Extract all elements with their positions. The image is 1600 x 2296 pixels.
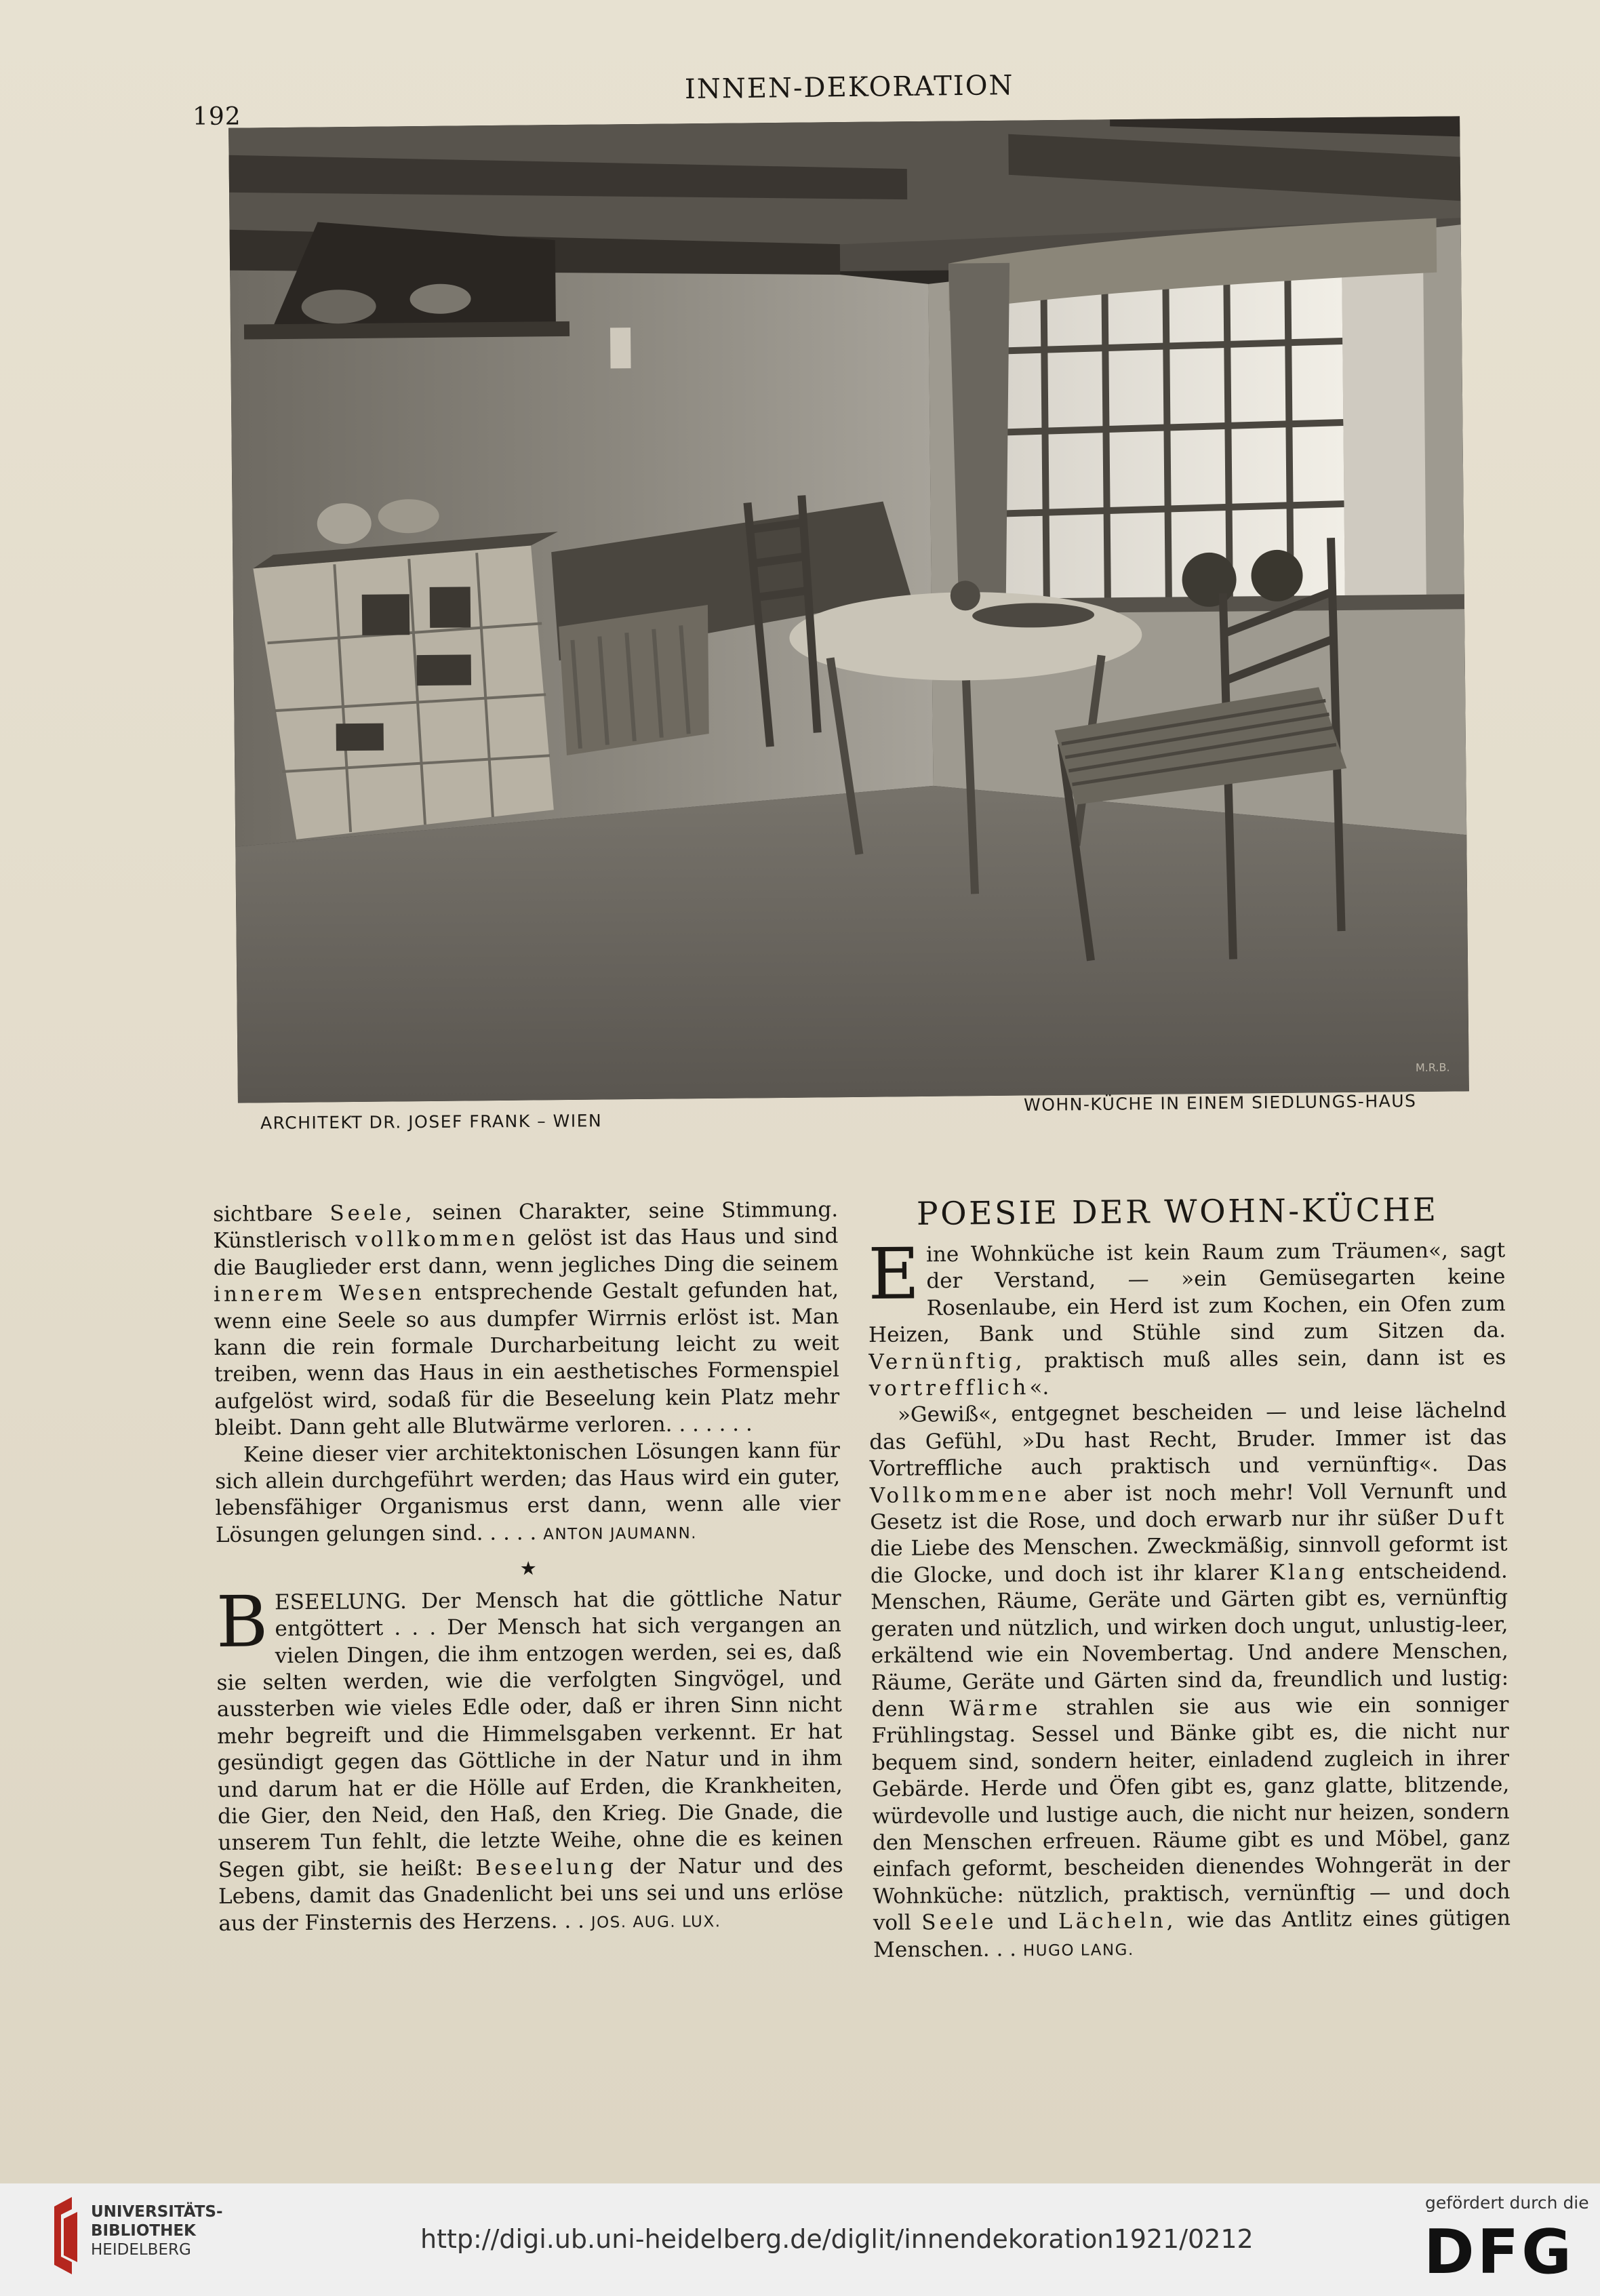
photographer-mark: M.R.B.	[1415, 1061, 1450, 1075]
author-lang: HUGO LANG.	[1022, 1941, 1134, 1960]
paragraph-loesungen: Keine dieser vier architektonischen Lösungen kann für sich allein durchgeführt werden; das Haus wird ein guter, lebensfähiger Organismus erst dann, wenn alle vier Lösungen gelungen sind. . . . . ANTON JAUMANN.	[215, 1438, 841, 1547]
right-column	[867, 1232, 1511, 1966]
dfg-logo: DFG	[1424, 2217, 1575, 2288]
paragraph-seele: sichtbare Seele, seinen Charakter, seine Stimmung. Künstlerisch vollkommen gelöst ist das Haus und sind die Bauglieder erst dann, wenn jegliches Ding die seinem innerem Wesen entsprechende Gestalt gefunden hat, wenn eine Seele so aus dumpfer Wirrnis erlöst ist. Man kann die rein formale Durcharbeitung leicht zu weit treiben, wenn das Haus in ein aesthetisches Formenspiel aufgelöst wird, sodaß für die Beseelung kein Platz mehr bleibt. Dann geht alle Blutwärme verloren. . . . . . .	[213, 1197, 840, 1441]
star-separator: ★	[519, 1557, 537, 1580]
left-column	[213, 1197, 844, 1939]
paragraph-gefuehl: »Gewiß«, entgegnet bescheiden — und leise lächelnd das Gefühl, »Du hast Recht, Bruder. Immer ist das Vortreffliche auch praktisch und vernünftig«. Das Vollkommene aber ist noch mehr! Voll Vernunft und Gesetz ist die Rose, und doch erwarb nur ihr süßer Duft die Liebe des Menschen. Zweckmäßig, sinnvoll geformt ist die Glocke, und doch ist ihr klarer Klang entscheidend. Menschen, Räume, Geräte und Gärten gibt es, vernünftig geraten und nützlich, und wirken doch ungut, unlustig-leer, erkältend wie ein Novembertag. Und andere Menschen, Räume, Geräte und Gärten sind da, freundlich und lustig: denn Wärme strahlen sie aus wie ein sonniger Frühlingstag. Sessel und Bänke gibt es, die nicht nur bequem sind, sondern heiter, einladend zugleich in ihrer Gebärde. Herde und Öfen gibt es, ganz glatte, blitzende, würdevolle und lustige auch, die nicht nur heizen, sondern den Menschen erfreuen. Räume gibt es und Möbel, ganz einfach geformt, bescheiden dienendes Wohngerät in der Wohnküche: nützlich, praktisch, vernünftig — und doch voll Seele und Lächeln, wie das Antlitz eines gütigen Menschen. . . HUGO LANG.	[869, 1398, 1511, 1962]
caption-architect: ARCHITEKT DR. JOSEF FRANK – WIEN	[260, 1111, 603, 1133]
page-number: 192	[193, 103, 241, 131]
library-name: UNIVERSITÄTS- BIBLIOTHEK HEIDELBERG	[91, 2203, 223, 2259]
caption-title: WOHN-KÜCHE IN EINEM SIEDLUNGS-HAUS	[1023, 1090, 1417, 1115]
permalink-url[interactable]: http://digi.ub.uni-heidelberg.de/diglit/innendekoration1921/0212	[420, 2224, 1254, 2254]
paragraph-beseelung: BESEELUNG. Der Mensch hat die göttliche Natur entgöttert . . . Der Mensch hat sich vergangen an vielen Dingen, die ihm entzogen werden, sei es, daß sie selten werden, wie die verfolgten Singvögel, und aussterben wie vieles Edle oder, daß er ihren Sinn nicht mehr begreift und die Himmelsgaben verkennt. Er hat gesündigt gegen das Göttliche in der Natur und in ihm und darum hat er die Hölle auf Erden, die Krankheiten, die Gier, den Neid, den Haß, den Krieg. Die Gnade, die unserem Tun fehlt, die letzte Weihe, ohne die es keinen Segen gibt, sie heißt: Beseelung der Natur und des Lebens, damit das Gnadenlicht bei uns sei und uns erlöse aus der Finsternis des Herzens. . . JOS. AUG. LUX.	[216, 1580, 844, 1936]
author-jaumann: ANTON JAUMANN.	[543, 1524, 698, 1544]
funding-note: gefördert durch die	[1425, 2193, 1589, 2213]
dropcap-b: B	[216, 1580, 268, 1663]
paragraph-verstand: Eine Wohnküche ist kein Raum zum Träumen«, sagt der Verstand, — »ein Gemüsegarten keine Rosenlaube, ein Herd ist zum Kochen, ein Ofen zum Heizen, Bank und Stühle sind zum Sitzen da. Vernünftig, praktisch muß alles sein, dann ist es vortrefflich«.	[867, 1232, 1506, 1402]
digitization-footer	[0, 2183, 1600, 2296]
article-title: POESIE DER WOHN-KÜCHE	[916, 1191, 1439, 1233]
kitchen-photograph	[228, 116, 1469, 1103]
running-title: INNEN-DEKORATION	[684, 70, 1014, 105]
university-library-logo-icon	[52, 2194, 80, 2280]
author-lux: JOS. AUG. LUX.	[591, 1912, 721, 1932]
dropcap-e: E	[867, 1232, 920, 1315]
photo-illustration	[228, 116, 1469, 1103]
